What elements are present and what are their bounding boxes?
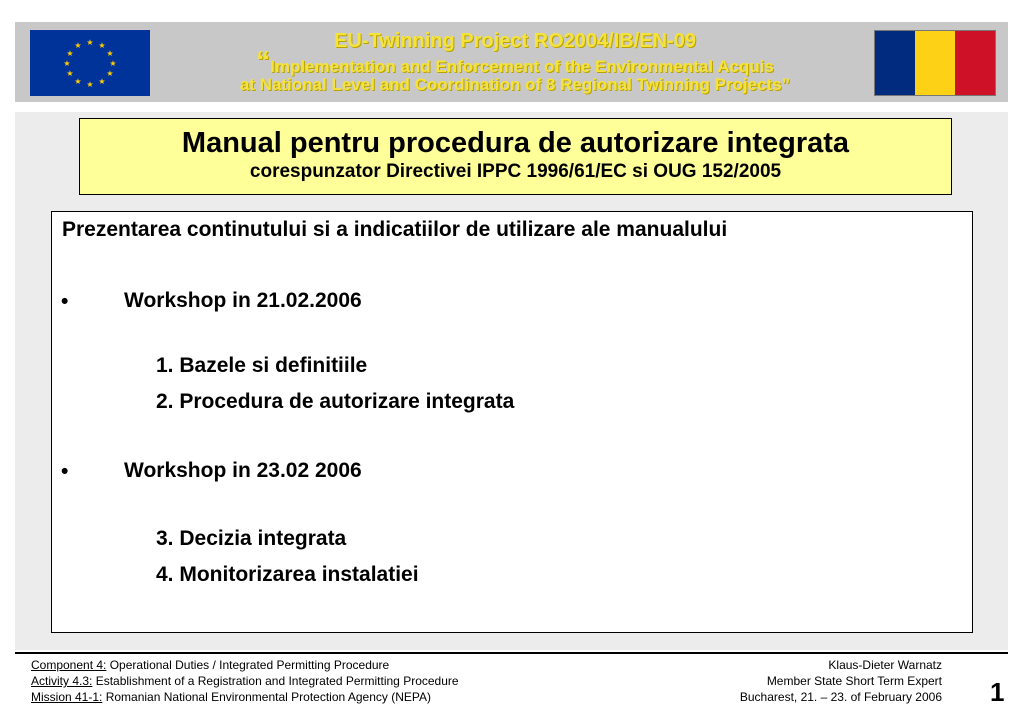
bullet-icon: • — [61, 290, 69, 313]
workshop-2: Workshop in 23.02 2006 — [124, 459, 362, 482]
svg-text:★: ★ — [74, 77, 82, 86]
svg-text:★: ★ — [98, 41, 106, 50]
romania-flag-icon — [874, 30, 996, 96]
svg-text:★: ★ — [98, 77, 106, 86]
footer-activity — [31, 673, 459, 689]
header-banner — [15, 22, 1008, 102]
agenda-item-4: 4. Monitorizarea instalatiei — [156, 563, 419, 586]
project-name-text: Implementation and Enforcement of the Environmental Acquis — [270, 57, 774, 76]
footer-mission — [31, 689, 459, 705]
open-quote: “ — [256, 45, 271, 76]
bullet-icon: • — [61, 460, 69, 483]
eu-flag-icon — [30, 30, 150, 96]
eu-stars — [30, 30, 150, 96]
flag-stripe-blue — [875, 31, 915, 95]
footer-left — [31, 657, 459, 705]
svg-text:★: ★ — [74, 41, 82, 50]
mission-label: Mission 41-1: — [31, 690, 103, 704]
flag-stripe-red — [955, 31, 995, 95]
component-label: Component 4: — [31, 658, 107, 672]
agenda-item-1: 1. Bazele si definitiile — [156, 354, 368, 377]
footer-component — [31, 657, 459, 673]
page-number: 1 — [990, 677, 1005, 707]
content-heading: Prezentarea continutului si a indicatiilor de utilizare ale manualului — [62, 218, 728, 241]
svg-text:★: ★ — [63, 59, 71, 68]
svg-text:★: ★ — [106, 49, 114, 58]
project-name-line1 — [165, 45, 865, 76]
workshop-1: Workshop in 21.02.2006 — [124, 289, 362, 312]
svg-text:★: ★ — [66, 49, 74, 58]
slide-title: Manual pentru procedura de autorizare integrata — [181, 127, 850, 159]
slide-subtitle: corespunzator Directivei IPPC 1996/61/EC si OUG 152/2005 — [249, 161, 782, 182]
content-box — [51, 211, 973, 633]
project-name-line2: at National Level and Coordination of 8 Regional Twinning Projects” — [239, 75, 791, 94]
activity-text: Establishment of a Registration and Integrated Permitting Procedure — [92, 674, 459, 688]
mission-text: Romanian National Environmental Protection Agency (NEPA) — [102, 690, 431, 704]
project-code: EU-Twinning Project RO2004/IB/EN-09 — [334, 30, 696, 52]
svg-text:★: ★ — [66, 69, 74, 78]
svg-text:★: ★ — [109, 59, 117, 68]
footer-role: Member State Short Term Expert — [766, 674, 942, 688]
footer-author: Klaus-Dieter Warnatz — [828, 658, 942, 672]
agenda-item-2: 2. Procedura de autorizare integrata — [156, 390, 515, 413]
footer-right — [740, 657, 942, 705]
footer-place-date: Bucharest, 21. – 23. of February 2006 — [739, 690, 942, 704]
component-text: Operational Duties / Integrated Permitting Procedure — [106, 658, 390, 672]
footer-divider — [15, 652, 1008, 654]
svg-text:★: ★ — [106, 69, 114, 78]
agenda-item-3: 3. Decizia integrata — [156, 527, 347, 550]
project-title — [165, 30, 865, 95]
svg-text:★: ★ — [86, 80, 94, 89]
activity-label: Activity 4.3: — [31, 674, 93, 688]
flag-stripe-yellow — [915, 31, 955, 95]
title-box — [79, 118, 952, 195]
svg-text:★: ★ — [86, 38, 94, 47]
